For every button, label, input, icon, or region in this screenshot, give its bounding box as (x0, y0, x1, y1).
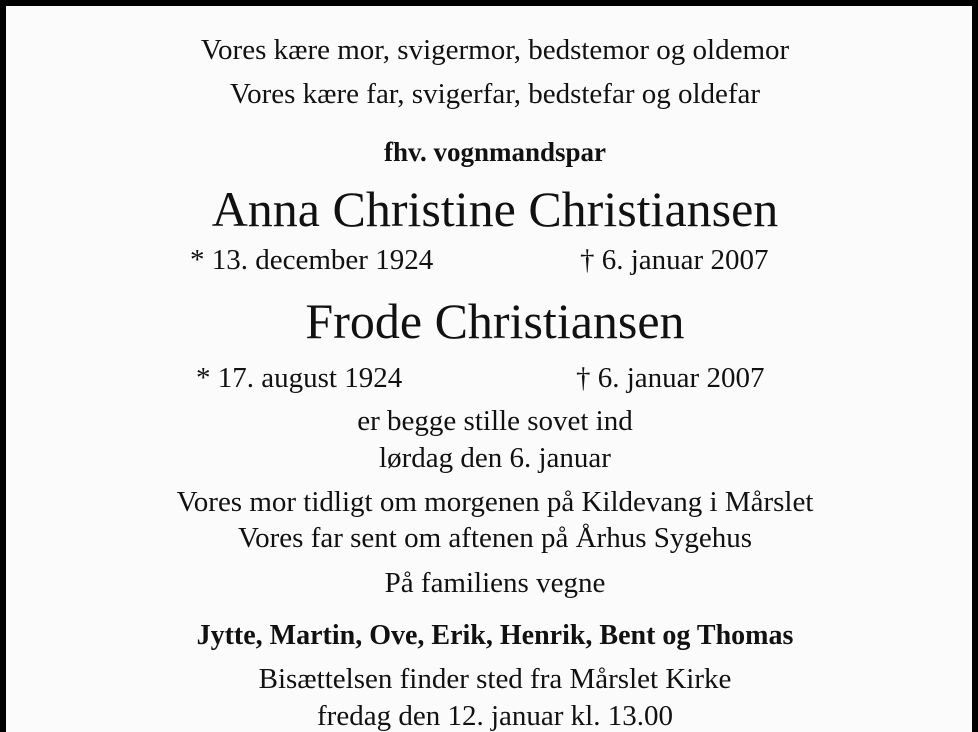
passing-line-father: Vores far sent om aftenen på Århus Sygehus (237, 522, 753, 554)
name-anna: Anna Christine Christiansen (211, 181, 779, 237)
birth-date-frode: * 17. august 1924 (196, 362, 403, 394)
intro-line-mother: Vores kære mor, svigermor, bedstemor og oldemor (200, 34, 790, 66)
passing-line-mother: Vores mor tidligt om morgenen på Kildevang i Mårslet (176, 486, 814, 518)
subtitle: fhv. vognmandspar (383, 137, 607, 167)
passing-line-1: er begge stille sovet ind (357, 405, 633, 437)
passing-line-2: lørdag den 6. januar (379, 442, 611, 474)
funeral-line-1: Bisættelsen finder sted fra Mårslet Kirke (258, 663, 732, 695)
funeral-line-2: fredag den 12. januar kl. 13.00 (317, 700, 673, 732)
family-label: På familiens vegne (384, 567, 606, 599)
birth-date-anna: * 13. december 1924 (190, 244, 434, 276)
death-date-frode: † 6. januar 2007 (576, 362, 765, 394)
death-date-anna: † 6. januar 2007 (580, 244, 769, 276)
name-frode: Frode Christiansen (305, 293, 685, 349)
intro-line-father: Vores kære far, svigerfar, bedstefar og oldefar (229, 78, 761, 110)
family-names: Jytte, Martin, Ove, Erik, Henrik, Bent og Thomas (196, 620, 794, 651)
